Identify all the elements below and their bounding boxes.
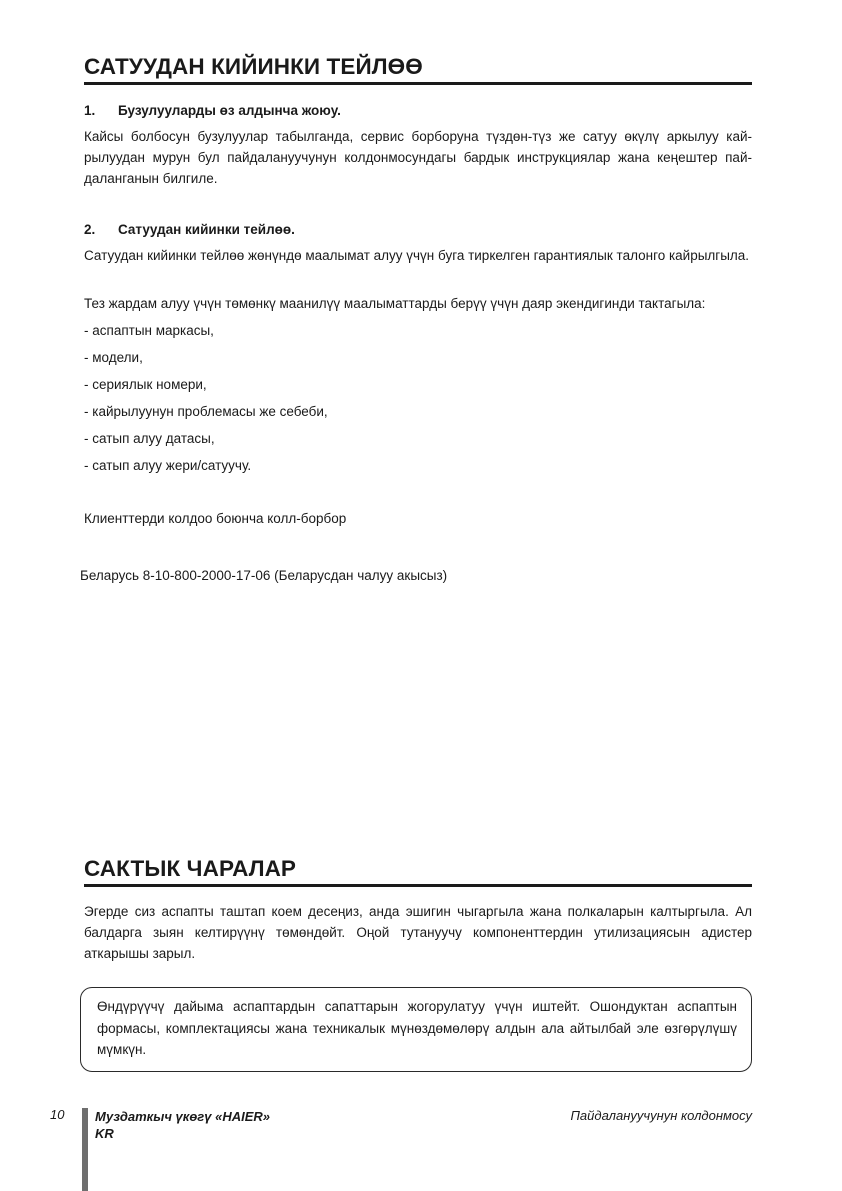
list-item: - сатып алуу жери/сатуучу. <box>84 458 252 473</box>
paragraph-warranty: Сатуудан кийинки тейлөө жөнүндө маалымат алуу үчүн буга тиркелген гарантиялык талонго кайрылгыла. <box>84 248 750 263</box>
heading-number: 2. <box>84 222 96 237</box>
section-title-after-sales: САТУУДАН КИЙИНКИ ТЕЙЛӨӨ <box>84 54 752 85</box>
footer-product-line1: Муздаткыч үкөгү «HAIER» <box>95 1109 270 1124</box>
section-title-precautions: САКТЫК ЧАРАЛАР <box>84 856 752 887</box>
paragraph-info-intro: Тез жардам алуу үчүн төмөнкү маанилүү маалыматтарды берүү үчүн даяр экендигинди тактагыла: <box>84 296 706 311</box>
manufacturer-note-text: Өндүрүүчү дайыма аспаптардын сапаттарын жогорулатуу үчүн иштейт. Ошондуктан аспаптын формасы, комплектациясы жана техникалык мүнөздөмөлөрү алдын ала айтылбай эле өзгөрүлүшү мүмкүн. <box>97 999 737 1057</box>
paragraph-precautions: Эгерде сиз аспапты таштап коем десеңиз, анда эшигин чыгаргыла жана полкаларын калтыргыла. Ал балдарга зыян келтирүүнү төмөндөйт. Оңой тутануучу компоненттердин утилизациясын адистер аткарышы зарыл. <box>84 904 752 961</box>
list-item: - сатып алуу датасы, <box>84 431 215 446</box>
list-item: - сериялык номери, <box>84 377 207 392</box>
footer-product-line2: KR <box>95 1126 114 1141</box>
manufacturer-note-box <box>80 987 752 1072</box>
heading-number: 1. <box>84 103 96 118</box>
footer-manual-label: Пайдалануучунун колдонмосу <box>570 1108 752 1123</box>
heading-text: Сатуудан кийинки тейлөө. <box>118 222 295 237</box>
heading-text: Бузулууларды өз алдынча жоюу. <box>118 103 341 118</box>
page-number: 10 <box>50 1107 65 1122</box>
list-item: - модели, <box>84 350 143 365</box>
paragraph-self-repair: Кайсы болбосун бузулуулар табылганда, сервис борборуна түздөн-түз же сатуу өкүлү аркылуу кайрылуудан мурун бул пайдалануучунун колдонмосундагы бардык инструкциялар жана кеңештер пайдаланганын билгиле. <box>84 129 752 186</box>
list-item: - кайрылуунун проблемасы же себеби, <box>84 404 328 419</box>
heading-self-repair <box>84 103 341 118</box>
footer-product-title <box>95 1108 270 1142</box>
belarus-phone: Беларусь 8-10-800-2000-17-06 (Беларусдан чалуу акысыз) <box>80 568 448 583</box>
heading-after-sales-service <box>84 222 295 237</box>
list-item: - аспаптын маркасы, <box>84 323 214 338</box>
call-center-label: Клиенттерди колдоо боюнча колл-борбор <box>84 511 347 526</box>
footer-bar <box>82 1108 88 1191</box>
